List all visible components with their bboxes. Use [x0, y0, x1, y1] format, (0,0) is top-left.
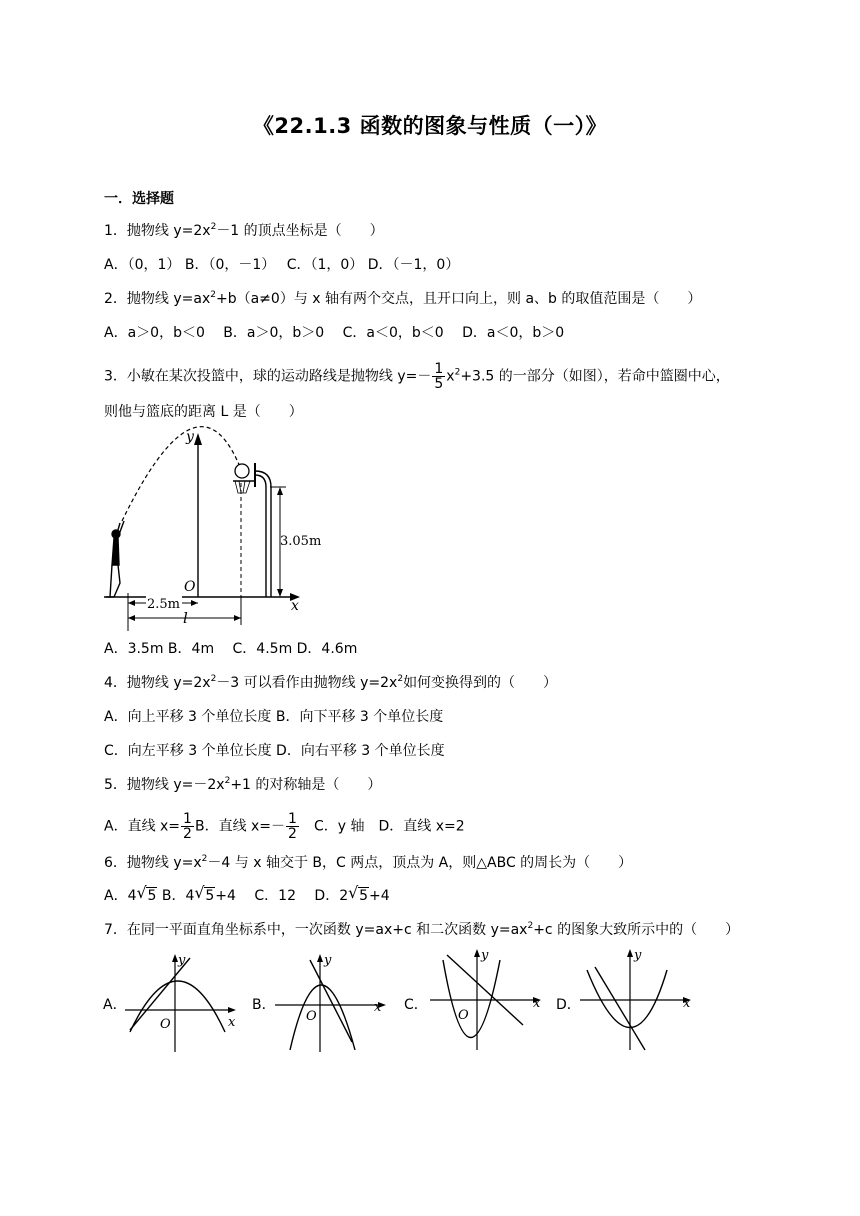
question-3: 3．小敏在某次投篮中，球的运动路线是抛物线 y=－ $\frac{1}{5}$ $x^2+3.5$ 的一部分（如图），若命中篮圈中心，: [104, 361, 730, 392]
question-4: 4．抛物线 $y=2x^2-3$ 可以看作由抛物线 $y=2x^2$如何变换得到的（ ）: [104, 674, 558, 691]
question-4-options-1: A．向上平移 3 个单位长度 B．向下平移 3 个单位长度: [104, 709, 444, 725]
distance-label: 2.5m: [147, 597, 181, 612]
question-2: 2．抛物线 $y=ax^2+b(a\ne 0)$与 x 轴有两个交点，且开口向上，则 a、b 的取值范围是（ ）: [104, 290, 702, 307]
svg-text:x: x: [374, 1000, 382, 1015]
question-3-options: A．3.5m B．4m C．4.5m D．4.6m: [104, 641, 358, 657]
page-title: 《22.1.3 函数的图象与性质（一）》: [252, 114, 608, 138]
fraction: $\frac{1}{5}$: [434, 361, 444, 392]
question-1: 1．抛物线 $y=2x^2-1$ 的顶点坐标是（ ）: [104, 222, 384, 239]
graph-b: [270, 950, 390, 1055]
y-axis-label: y: [186, 429, 194, 445]
question-4-options-2: C．向左平移 3 个单位长度 D．向右平移 3 个单位长度: [104, 743, 445, 759]
question-3-line2: 则他与篮底的距离 L 是（ ）: [104, 404, 303, 420]
svg-text:O: O: [160, 1017, 171, 1032]
option-d-label: D．: [556, 997, 581, 1013]
graph-a: [120, 950, 240, 1055]
question-2-options: A．a＞0，b＜0 B．a＞0，b＞0 C．a＜0，b＜0 D．a＜0，b＞0: [104, 325, 565, 341]
svg-text:x: x: [228, 1015, 236, 1030]
question-6: 6．抛物线 $y=x^2-4$ 与 x 轴交于 B，C 两点，顶点为 A，则△ABC 的周长为（ ）: [104, 854, 633, 871]
option-b-label: B．: [252, 997, 276, 1013]
svg-text:O: O: [306, 1009, 317, 1024]
question-5: 5．抛物线 $y=-2x^2+1$ 的对称轴是（ ）: [104, 776, 382, 793]
question-7: 7．在同一平面直角坐标系中，一次函数 y=ax+c 和二次函数 $y=ax^2+c$ 的图象大致所示中的（ ）: [104, 921, 740, 938]
player-icon: [106, 521, 124, 597]
question-6-options: A．4 √ 5 B．4 √ 5+4 C．12 D．2 √ 5+4: [104, 883, 390, 904]
basketball-figure: [100, 425, 322, 630]
svg-text:y: y: [481, 948, 489, 963]
graph-c: [425, 945, 545, 1055]
option-a-label: A．: [103, 997, 127, 1013]
svg-text:x: x: [533, 996, 541, 1011]
svg-text:x: x: [683, 996, 691, 1011]
graph-d: [575, 945, 700, 1055]
question-5-options: A．直线 x= $\frac{1}{2}$ B．直线 x=－ $\frac{1}{2}$ C．y 轴 D．直线 x=2: [104, 811, 465, 842]
height-label: 3.05m: [280, 534, 322, 549]
svg-text:y: y: [634, 948, 642, 963]
l-label: l: [183, 609, 188, 627]
section-heading: 一．选择题: [104, 191, 174, 207]
x-axis-label: x: [291, 598, 299, 614]
svg-text:O: O: [458, 1008, 469, 1023]
question-1-options: A．（0，1） B．（0，－1） C．（1，0） D．（－1，0）: [104, 257, 460, 273]
svg-text:y: y: [324, 953, 332, 968]
option-c-label: C．: [404, 997, 428, 1013]
svg-text:y: y: [178, 953, 186, 968]
origin-label: O: [184, 579, 196, 595]
